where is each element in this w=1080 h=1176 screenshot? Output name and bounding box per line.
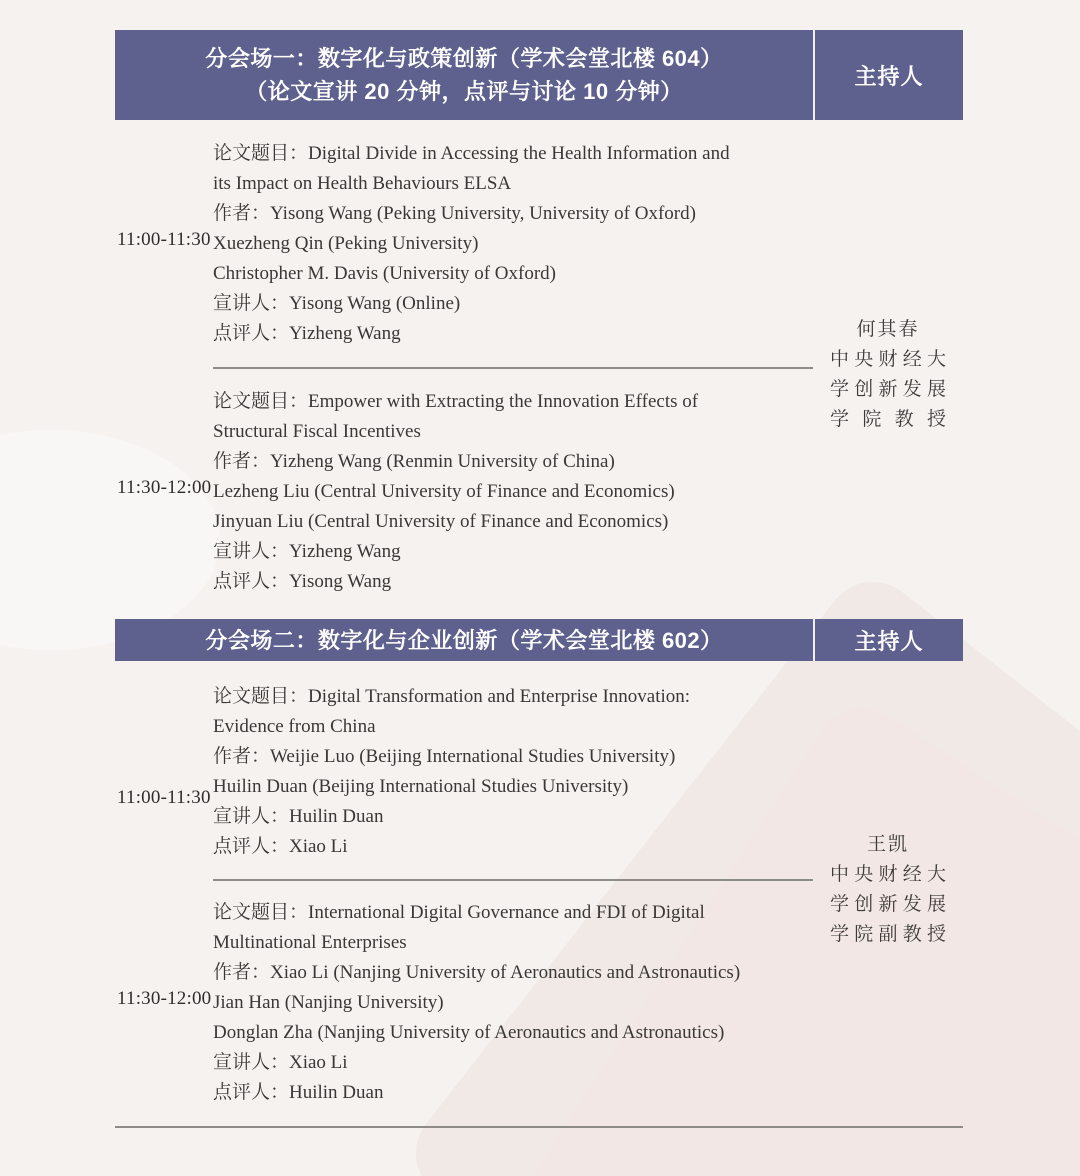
paper-block-s2p2 [115,898,813,1108]
moderator-affiliation-line: 学院副教授 [830,923,946,945]
session1-title-line1: 分会场一：数字化与政策创新（学术会堂北楼 604） [205,46,723,71]
paper-presenter-line: 宣讲人：Xiao Li [213,1052,348,1073]
paper-divider [213,367,813,369]
paper-discussant-line: 点评人：Huilin Duan [213,1082,384,1103]
paper-authors-line: Xuezheng Qin (Peking University) [213,233,479,254]
paper-title-line: Multinational Enterprises [213,932,407,953]
session1-moderator-label: 主持人 [813,30,963,120]
paper-title-line: Evidence from China [213,716,376,737]
paper-title-line: 论文题目：Digital Transformation and Enterprise Innovation: [213,686,691,707]
paper-authors-line: Jinyuan Liu (Central University of Finance and Economics) [213,511,669,532]
paper-authors-line: Huilin Duan (Beijing International Studies University) [213,776,629,797]
paper-authors-line: Christopher M. Davis (University of Oxford) [213,263,557,284]
paper-details [213,387,813,597]
session1-header-bar [115,30,963,120]
paper-authors-line: Jian Han (Nanjing University) [213,992,444,1013]
session2-moderator-info [813,661,963,1108]
paper-authors-line: Lezheng Liu (Central University of Finance and Economics) [213,481,675,502]
moderator-affiliation-line: 中央财经大 [830,348,946,370]
time-slot: 11:30-12:00 [117,477,212,498]
paper-block-s2p1 [115,682,813,862]
paper-title-line: 论文题目：International Digital Governance and FDI of Digital [213,902,705,923]
moderator-name: 何其春 [856,318,920,340]
paper-authors-line: 作者：Xiao Li (Nanjing University of Aeronautics and Astronautics) [213,962,741,983]
paper-details [213,682,813,862]
session1-title [115,30,813,120]
paper-title-line: 论文题目：Empower with Extracting the Innovation Effects of [213,391,699,412]
time-slot: 11:30-12:00 [117,988,212,1009]
session1-papers [115,120,813,619]
session2-title [115,619,813,661]
paper-block-s1p2 [115,387,813,597]
moderator-affiliation-line: 学院教授 [830,408,946,430]
session1-moderator-info [813,120,963,619]
paper-presenter-line: 宣讲人：Yisong Wang (Online) [213,293,461,314]
paper-details [213,139,813,349]
paper-authors-line: 作者：Weijie Luo (Beijing International Studies University) [213,746,676,767]
session2-title-line1: 分会场二：数字化与企业创新（学术会堂北楼 602） [205,627,723,653]
session2-moderator-label: 主持人 [813,619,963,661]
moderator-affiliation-line: 中央财经大 [830,863,946,885]
time-slot: 11:00-11:30 [117,787,211,808]
session1-title-line2: （论文宣讲 20 分钟，点评与讨论 10 分钟） [245,79,683,104]
time-slot: 11:00-11:30 [117,229,211,250]
paper-authors-line: Donglan Zha (Nanjing University of Aeronautics and Astronautics) [213,1022,725,1043]
paper-details [213,898,813,1108]
paper-title-line: its Impact on Health Behaviours ELSA [213,173,512,194]
paper-title-line: Structural Fiscal Incentives [213,421,421,442]
session2-papers [115,661,813,1108]
paper-block-s1p1 [115,139,813,349]
paper-discussant-line: 点评人：Xiao Li [213,836,348,857]
bottom-divider [115,1126,963,1128]
paper-title-line: 论文题目：Digital Divide in Accessing the Health Information and [213,143,730,164]
paper-discussant-line: 点评人：Yisong Wang [213,571,392,592]
moderator-name: 王凯 [866,833,909,855]
paper-presenter-line: 宣讲人：Yizheng Wang [213,541,401,562]
paper-authors-line: 作者：Yizheng Wang (Renmin University of China) [213,451,615,472]
moderator-affiliation-line: 学创新发展 [830,893,946,915]
paper-authors-line: 作者：Yisong Wang (Peking University, University of Oxford) [213,203,696,224]
paper-discussant-line: 点评人：Yizheng Wang [213,323,401,344]
paper-divider [213,879,813,881]
session2-header-bar [115,619,963,661]
session1-body [115,120,963,619]
program-table [115,30,963,1128]
session2-body [115,661,963,1108]
paper-presenter-line: 宣讲人：Huilin Duan [213,806,384,827]
moderator-affiliation-line: 学创新发展 [830,378,946,400]
